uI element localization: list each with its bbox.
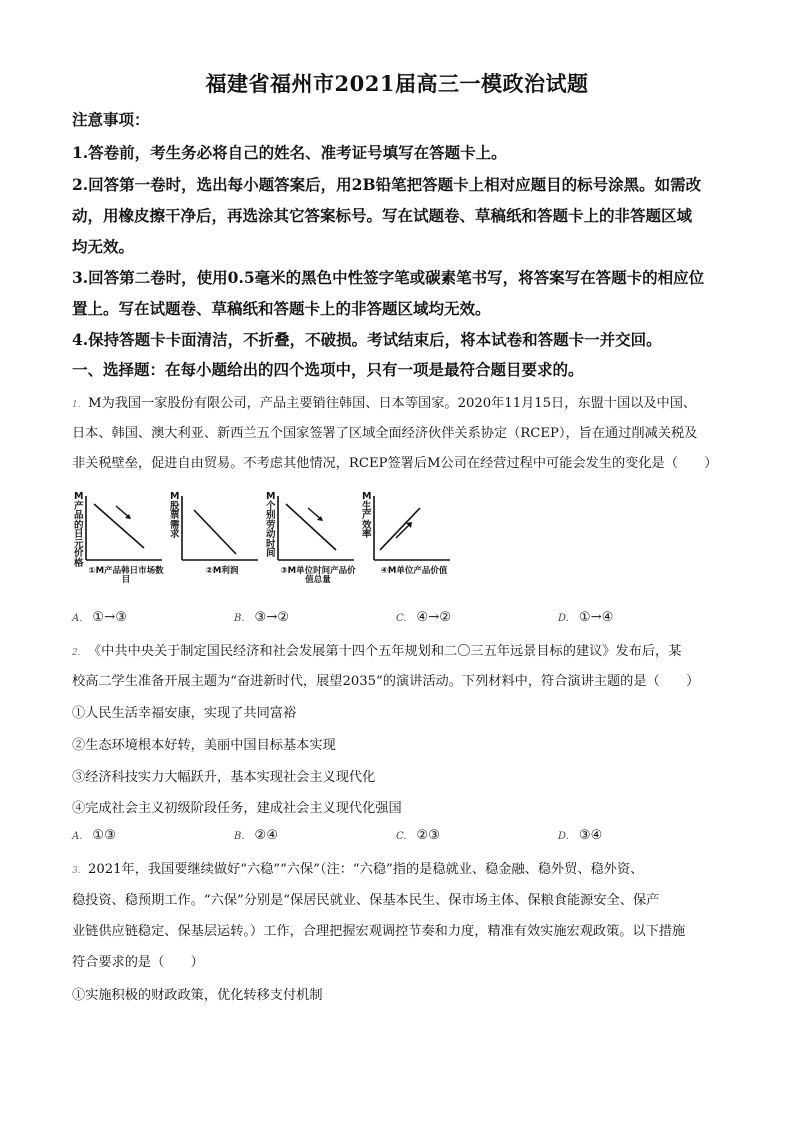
question-3-text-line — [72, 858, 732, 877]
question-2-line-2: 校高二学生准备开展主题为“奋进新时代，展望2035”的演讲活动。下列材料中，符合演讲主题的是（ ） — [72, 674, 700, 689]
graph-1 — [72, 490, 164, 585]
notice-item: 1.答卷前，考生务必将自己的姓名、准考证号填写在答题卡上。 — [72, 143, 507, 162]
question-number: 2. — [72, 648, 81, 658]
question-2-line-1: 《中共中央关于制定国民经济和社会发展第十四个五年规划和二〇三五年远景目标的建议》发布后，某 — [88, 644, 682, 659]
question-1-options — [72, 610, 732, 630]
option-text: ①③ — [92, 828, 117, 843]
question-3-line-3: 业链供应链稳定、保基层运转。）工作，合理把握宏观调控节奏和力度，精准有效实施宏观政策。以下措施 — [72, 924, 686, 939]
option-c[interactable] — [396, 610, 451, 625]
option-letter: B. — [234, 831, 245, 842]
question-1-graphs — [72, 490, 452, 585]
question-3-line-2: 稳投资、稳预期工作。“六保”分别是“保居民就业、保基本民生、保市场主体、保粮食能源安全、保产 — [72, 893, 660, 908]
option-text: ②③ — [416, 828, 441, 843]
option-letter: C. — [396, 831, 407, 842]
option-text: ①→④ — [578, 610, 614, 625]
graph-4 — [360, 490, 452, 585]
option-letter: B. — [234, 613, 245, 624]
question-2-item-1: ①人民生活幸福安康，实现了共同富裕 — [72, 706, 297, 721]
graph-1-xlabel: ①M产品韩日市场数目 — [88, 566, 164, 585]
graph-2-ylabel: M股票需求 — [170, 491, 180, 540]
graph-4-ylabel: M生产效率 — [362, 491, 372, 540]
graph-3-ylabel: M个别劳动时间 — [266, 491, 276, 559]
graph-2-plot — [168, 490, 260, 570]
question-2-options — [72, 828, 732, 848]
question-3-line-4: 符合要求的是（ ） — [72, 955, 204, 970]
notice-item: 2.回答第一卷时，选出每小题答案后，用2B铅笔把答题卡上相对应题目的标号涂黑。如需改 — [72, 175, 702, 194]
notice-item: 3.回答第二卷时，使用0.5毫米的黑色中性签字笔或碳素笔书写，将答案写在答题卡的相应位 — [72, 268, 705, 287]
notice-heading: 注意事项： — [72, 110, 150, 129]
option-b[interactable] — [234, 610, 289, 625]
graph-1-plot — [72, 490, 164, 570]
graph-3 — [264, 490, 356, 585]
graph-2-xlabel: ②M利润 — [205, 566, 239, 576]
option-d[interactable] — [558, 610, 614, 625]
question-1-line-3: 非关税壁垒，促进自由贸易。不考虑其他情况，RCEP签署后M公司在经营过程中可能会发生的变化是（ ） — [72, 456, 718, 471]
question-1-text-line — [72, 392, 732, 411]
page-title: 福建省福州市2021届高三一模政治试题 — [205, 71, 589, 96]
graph-2 — [168, 490, 260, 585]
graph-3-plot — [264, 490, 356, 570]
option-text: ①→③ — [92, 610, 128, 625]
question-2-item-2: ②生态环境根本好转，美丽中国目标基本实现 — [72, 738, 336, 753]
graph-2-trend-line — [194, 510, 236, 554]
option-letter: D. — [558, 613, 569, 624]
graph-1-trend-line — [94, 504, 144, 548]
question-1-line-1: M为我国一家股份有限公司，产品主要销往韩国、日本等国家。2020年11月15日，东盟十国以及中国、 — [88, 396, 697, 411]
graph-3-xlabel: ③M单位时间产品价值总量 — [280, 566, 356, 585]
question-3-line-1: 2021年，我国要继续做好“六稳”“六保”（注：“六稳”指的是稳就业、稳金融、稳外贸、稳外资、 — [88, 862, 644, 877]
question-2-item-3: ③经济科技实力大幅跃升，基本实现社会主义现代化 — [72, 770, 376, 785]
notice-item: 4.保持答题卡卡面清洁，不折叠，不破损。考试结束后，将本试卷和答题卡一并交回。 — [72, 330, 662, 349]
graph-4-trend-line — [380, 508, 420, 550]
question-number: 3. — [72, 866, 81, 876]
option-text: ②④ — [254, 828, 279, 843]
graph-1-ylabel: M产品的日元价格 — [74, 491, 84, 569]
graph-4-xlabel: ④M单位产品价值 — [380, 566, 448, 576]
option-letter: C. — [396, 613, 407, 624]
question-2-item-4: ④完成社会主义初级阶段任务，建成社会主义现代化强国 — [72, 801, 402, 816]
question-number: 1. — [72, 400, 81, 410]
option-a[interactable] — [72, 828, 116, 843]
notice-item: 动，用橡皮擦干净后，再选涂其它答案标号。写在试题卷、草稿纸和答题卡上的非答题区域 — [72, 206, 693, 225]
question-3-item-1: ①实施积极的财政政策，优化转移支付机制 — [72, 988, 323, 1003]
option-text: ③→② — [254, 610, 290, 625]
question-1-line-2: 日本、韩国、澳大利亚、新西兰五个国家签署了区域全面经济伙伴关系协定（RCEP），旨在通过削减关税及 — [72, 426, 698, 441]
graph-4-plot — [360, 490, 452, 570]
option-d[interactable] — [558, 828, 603, 843]
option-letter: A. — [72, 613, 83, 624]
notice-item: 置上。写在试题卷、草稿纸和答题卡上的非答题区域均无效。 — [72, 299, 491, 318]
section-heading: 一、选择题：在每小题给出的四个选项中，只有一项是最符合题目要求的。 — [72, 360, 584, 379]
option-text: ④→② — [416, 610, 452, 625]
option-letter: A. — [72, 831, 83, 842]
option-c[interactable] — [396, 828, 440, 843]
option-b[interactable] — [234, 828, 278, 843]
option-a[interactable] — [72, 610, 127, 625]
notice-item: 均无效。 — [72, 237, 135, 256]
option-letter: D. — [558, 831, 569, 842]
question-2-text-line — [72, 640, 732, 659]
option-text: ③④ — [578, 828, 603, 843]
